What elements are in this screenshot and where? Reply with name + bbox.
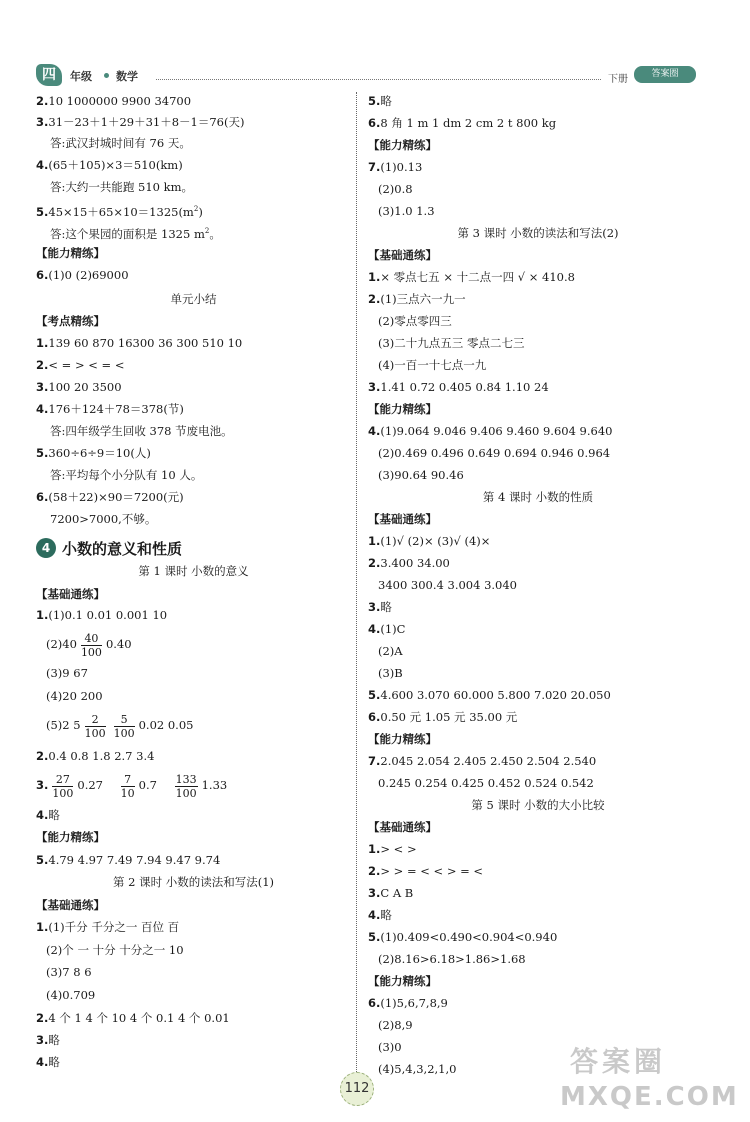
answer-line: (2)8,9 bbox=[378, 1018, 413, 1032]
answer-line: 1.139 60 870 16300 36 300 510 10 bbox=[36, 336, 243, 350]
answer-line: 2.0.4 0.8 1.8 2.7 3.4 bbox=[36, 749, 155, 763]
answer-line: 2.< = > < = < bbox=[36, 358, 125, 372]
fraction: $\frac{27}{100}$ bbox=[52, 772, 74, 800]
chapter-title: 小数的意义和性质 bbox=[62, 540, 183, 558]
chapter-number: 4 bbox=[36, 538, 56, 558]
section-heading: 【基础通练】 bbox=[368, 512, 437, 526]
answer-line: 6.8 角 1 m 1 dm 2 cm 2 t 800 kg bbox=[368, 116, 557, 130]
answer-line: (2)8.16>6.18>1.86>1.68 bbox=[378, 952, 526, 966]
answer-line: 3.略 bbox=[36, 1033, 60, 1047]
page-number: 112 bbox=[340, 1072, 374, 1106]
brand-logo: 答案圈 bbox=[634, 66, 696, 83]
section-heading: 【能力精练】 bbox=[36, 830, 105, 844]
section-heading: 【能力精练】 bbox=[368, 732, 437, 746]
answer-line: 3.100 20 3500 bbox=[36, 380, 122, 394]
answer-line: 答:四年级学生回收 378 节废电池。 bbox=[50, 424, 233, 438]
answer-line: 1.(1)0.1 0.01 0.001 10 bbox=[36, 608, 168, 622]
fraction: $\frac{5}{100}$ bbox=[113, 712, 135, 740]
answer-line: (4)0.709 bbox=[46, 988, 96, 1002]
dot-icon bbox=[104, 73, 109, 78]
watermark-logo-text: 答案圈 bbox=[570, 1045, 667, 1078]
lesson-title: 第 3 课时 小数的读法和写法(2) bbox=[457, 226, 619, 240]
answer-line: (3)7 8 6 bbox=[46, 965, 92, 979]
answer-line: 1.× 零点七五 × 十二点一四 √ × 410.8 bbox=[368, 270, 575, 284]
answer-line: 1.> < > bbox=[368, 842, 417, 856]
answer-line: (2)0.469 0.496 0.649 0.694 0.946 0.964 bbox=[378, 446, 611, 460]
lesson-title: 第 4 课时 小数的性质 bbox=[482, 490, 594, 504]
answer-line: 7200>7000,不够。 bbox=[50, 512, 157, 526]
header-rule bbox=[156, 79, 601, 80]
watermark bbox=[560, 1040, 740, 1120]
answer-line: 答:这个果园的面积是 1325 $m^2$。 bbox=[50, 226, 221, 241]
answer-line: 7.(1)0.13 bbox=[368, 160, 423, 174]
section-heading: 【能力精练】 bbox=[36, 246, 105, 260]
answer-line: 4.(1)9.064 9.046 9.406 9.460 9.604 9.640 bbox=[368, 424, 613, 438]
fraction: $\frac{40}{100}$ bbox=[80, 631, 102, 659]
watermark-url-text: MXQE.COM bbox=[560, 1082, 739, 1112]
lesson-title: 第 5 课时 小数的大小比较 bbox=[471, 798, 605, 812]
grade-label: 年级 bbox=[70, 70, 92, 83]
fraction: $\frac{133}{100}$ bbox=[175, 772, 197, 800]
answer-line: 6.(1)0 (2)69000 bbox=[36, 268, 129, 282]
answer-line: (3)9 67 bbox=[46, 666, 88, 680]
page-header bbox=[36, 62, 696, 88]
section-heading: 【基础通练】 bbox=[36, 587, 105, 601]
fraction: $\frac{7}{10}$ bbox=[120, 772, 135, 800]
answer-line: (2)个 一 十分 十分之一 10 bbox=[46, 943, 184, 957]
answer-line: 2.> > = < < > = < bbox=[368, 864, 484, 878]
answer-line: 4.略 bbox=[368, 908, 392, 922]
section-heading: 【能力精练】 bbox=[368, 974, 437, 988]
answer-line: 1.(1)√ (2)× (3)√ (4)× bbox=[368, 534, 491, 548]
answer-line: 4.略 bbox=[36, 1055, 60, 1069]
answer-line: 答:武汉封城时间有 76 天。 bbox=[50, 136, 191, 150]
answer-line: 4.176＋124＋78＝378(节) bbox=[36, 402, 184, 416]
answer-line: (4)20 200 bbox=[46, 689, 103, 703]
answer-line: (5)2 5 $\frac{2}{100}$ $\frac{5}{100}$ 0.02 0.05 bbox=[46, 712, 194, 740]
answer-line: 5.4.600 3.070 60.000 5.800 7.020 20.050 bbox=[368, 688, 611, 702]
column-divider bbox=[356, 92, 357, 1082]
answer-line: 4.(65＋105)×3＝510(km) bbox=[36, 158, 183, 172]
answer-line: 0.245 0.254 0.425 0.452 0.524 0.542 bbox=[378, 776, 594, 790]
answer-line: (3)二十九点五三 零点二七三 bbox=[378, 336, 525, 350]
answer-line: 4.(1)C bbox=[368, 622, 406, 636]
answer-line: 7.2.045 2.054 2.405 2.450 2.504 2.540 bbox=[368, 754, 597, 768]
lesson-title: 第 1 课时 小数的意义 bbox=[138, 564, 249, 578]
section-heading: 【考点精练】 bbox=[36, 314, 105, 328]
answer-line: (2)40 $\frac{40}{100}$ 0.40 bbox=[46, 631, 132, 659]
answer-line: (2)0.8 bbox=[378, 182, 413, 196]
answer-line: 答:平均每个小分队有 10 人。 bbox=[50, 468, 203, 482]
answer-line: 5.略 bbox=[368, 94, 392, 108]
answer-line: (2)A bbox=[378, 644, 403, 658]
answer-line: 5.4.79 4.97 7.49 7.94 9.47 9.74 bbox=[36, 853, 221, 867]
answer-line: 2.3.400 34.00 bbox=[368, 556, 450, 570]
answer-line: (4)5,4,3,2,1,0 bbox=[378, 1062, 457, 1076]
answer-line: (4)一百一十七点一九 bbox=[378, 358, 487, 372]
section-heading: 【能力精练】 bbox=[368, 402, 437, 416]
answer-line: 2.10 1000000 9900 34700 bbox=[36, 94, 192, 108]
answer-line: (3)0 bbox=[378, 1040, 402, 1054]
answer-line: 5.(1)0.409<0.490<0.904<0.940 bbox=[368, 930, 558, 944]
answer-line: 3.31－23＋1＋29＋31＋8－1＝76(天) bbox=[36, 115, 245, 129]
answer-line: (3)B bbox=[378, 666, 403, 680]
section-heading: 【基础通练】 bbox=[368, 820, 437, 834]
answer-line: 5.360÷6÷9＝10(人) bbox=[36, 446, 151, 460]
answer-line: 3. $\frac{27}{100}$ 0.27 $\frac{7}{10}$ 0.7 $\frac{133}{100}$ 1.33 bbox=[36, 772, 228, 800]
answer-line: (3)90.64 90.46 bbox=[378, 468, 464, 482]
answer-line: 6.(1)5,6,7,8,9 bbox=[368, 996, 448, 1010]
section-heading: 【能力精练】 bbox=[368, 138, 437, 152]
answer-line: (3)1.0 1.3 bbox=[378, 204, 435, 218]
unit-summary-title: 单元小结 bbox=[170, 292, 217, 306]
answer-line: 1.(1)千分 千分之一 百位 百 bbox=[36, 920, 180, 934]
answer-line: 3.略 bbox=[368, 600, 392, 614]
volume-label: 下册 bbox=[608, 74, 628, 85]
answer-line: 4.略 bbox=[36, 808, 60, 822]
answer-line: 6.0.50 元 1.05 元 35.00 元 bbox=[368, 710, 518, 724]
lesson-title: 第 2 课时 小数的读法和写法(1) bbox=[112, 875, 275, 889]
section-heading: 【基础通练】 bbox=[36, 898, 105, 912]
section-heading: 【基础通练】 bbox=[368, 248, 437, 262]
answer-line: 3.C A B bbox=[368, 886, 414, 900]
answer-line: $5.45\times 15+65\times 10=1325(m^2)$ bbox=[36, 204, 203, 219]
answer-line: 2.(1)三点六一九一 bbox=[368, 292, 466, 306]
fraction: $\frac{2}{100}$ bbox=[84, 712, 106, 740]
answer-line: 6.(58＋22)×90＝7200(元) bbox=[36, 490, 184, 504]
subject-label: 数学 bbox=[116, 70, 138, 83]
grade-badge: 四 bbox=[36, 64, 62, 86]
answer-line: 答:大约一共能跑 510 km。 bbox=[50, 180, 194, 194]
answer-line: 3.1.41 0.72 0.405 0.84 1.10 24 bbox=[368, 380, 549, 394]
answer-line: 3400 300.4 3.004 3.040 bbox=[378, 578, 517, 592]
answer-line: (2)零点零四三 bbox=[378, 314, 452, 328]
answer-line: 2.4 个 1 4 个 10 4 个 0.1 4 个 0.01 bbox=[36, 1011, 230, 1025]
